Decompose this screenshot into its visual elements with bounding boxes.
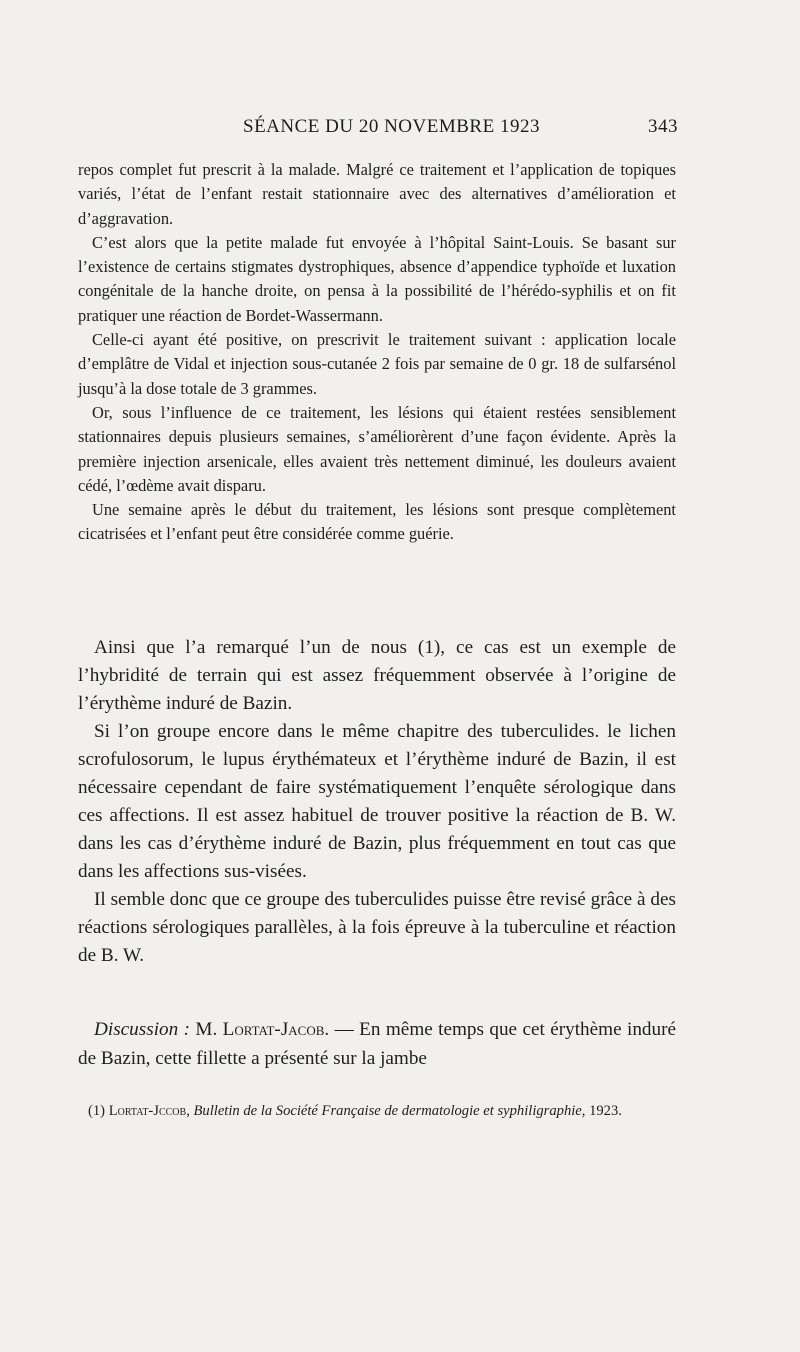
running-header bbox=[78, 116, 678, 142]
page-number: 343 bbox=[648, 116, 678, 137]
discussion-text: — En même temps que cet érythème induré de Bazin, cette fillette a présenté sur la jambe bbox=[78, 1019, 677, 1069]
discussion-speaker: M. Lortat-Jacob. bbox=[195, 1019, 330, 1040]
paragraph: C’est alors que la petite malade fut envoyée à l’hôpital Saint-Louis. Se basant sur l’existence de certains stigmates dystrophiques, absence d’appendice typhoïde et luxation congénitale de la hanche droite, on pensa à la possibilité de l’hérédo-syphilis et on fit pratiquer une réaction de Bordet-Wassermann. bbox=[78, 232, 676, 325]
paragraph: Ainsi que l’a remarqué l’un de nous (1), ce cas est un exemple de l’hybridité de terrain qui est assez fréquemment observée à l’origine de l’érythème induré de Bazin. bbox=[78, 637, 676, 714]
footnote-author: Lortat-Jccob, bbox=[108, 1103, 190, 1119]
header-title: SÉANCE DU 20 NOVEMBRE 1923 bbox=[243, 116, 540, 137]
paragraph: repos complet fut prescrit à la malade. Malgré ce traitement et l’application de topiques variés, l’état de l’enfant restait stationnaire avec des alternatives d’amélioration et d’aggravation. bbox=[78, 160, 676, 228]
paragraph: Celle-ci ayant été positive, on prescrivit le traitement suivant : application locale d’emplâtre de Vidal et injection sous-cutanée 2 fois par semaine de 0 gr. 18 de sulfarsénol jusqu’à la dose totale de 3 grammes. bbox=[78, 330, 676, 398]
discussion bbox=[78, 1016, 676, 1073]
paragraph: Or, sous l’influence de ce traitement, les lésions qui étaient restées sensiblement stationnaires depuis plusieurs semaines, s’améliorèrent d’une façon évidente. Après la première injection arsenicale, elles avaient très nettement diminué, les douleurs avaient cédé, l’œdème avait disparu. bbox=[78, 402, 676, 495]
paragraph: Il semble donc que ce groupe des tuberculides puisse être revisé grâce à des réactions sérologiques parallèles, à la fois épreuve à la tuberculine et réaction de B. W. bbox=[78, 889, 676, 966]
paragraph: Si l’on groupe encore dans le même chapitre des tuberculides. le lichen scrofulosorum, le lupus érythémateux et l’érythème induré de Bazin, il est nécessaire cependant de faire systématiquement l’enquête sérologique dans ces affections. Il est assez habituel de trouver positive la réaction de B. W. dans les cas d’érythème induré de Bazin, plus fréquemment en tout cas que dans les affections sus-visées. bbox=[78, 721, 676, 882]
footnote-year: 1923. bbox=[589, 1103, 622, 1119]
discussion-label: Discussion : bbox=[94, 1019, 190, 1040]
footnote bbox=[78, 1100, 676, 1122]
footnote-marker: (1) bbox=[88, 1103, 106, 1119]
paragraph: Une semaine après le début du traitement, les lésions sont presque complètement cicatrisées et l’enfant peut être considérée comme guérie. bbox=[78, 500, 676, 544]
footnote-journal: Bulletin de la Société Française de dermatologie et syphiligraphie, bbox=[193, 1103, 586, 1119]
commentary-text bbox=[78, 634, 676, 970]
case-report-text bbox=[78, 158, 676, 547]
